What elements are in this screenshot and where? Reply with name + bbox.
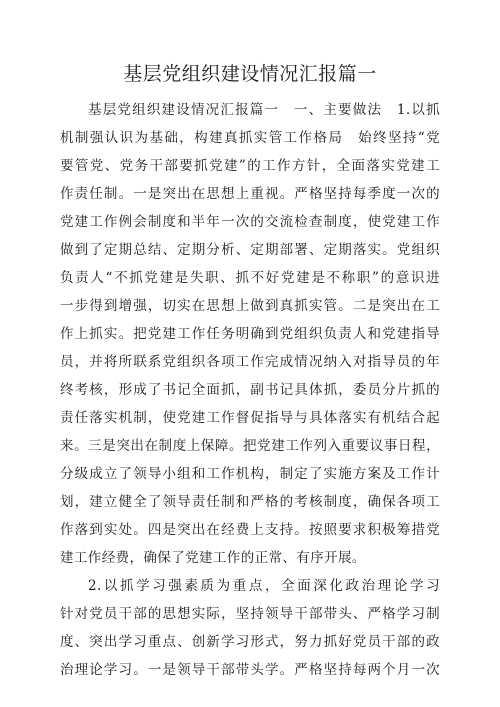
paragraph-line: 来。三是突出在制度上保障。把党建工作列入重要议事日程， [60,438,440,454]
paragraph-line: 针对党员干部的思想实际，坚持领导干部带头、严格学习制 [60,606,440,622]
paragraph-line: 做到了定期总结、定期分析、定期部署、定期落实。党组织 [60,242,440,258]
paragraph-line: 2.以抓学习强素质为重点，全面深化政治理论学习 [88,578,440,594]
paragraph-line: 作责任制。一是突出在思想上重视。严格坚持每季度一次的 [60,186,440,202]
paragraph-line: 员，并将所联系党组织各项工作完成情况纳入对指导员的年 [60,354,440,370]
paragraph-2 [60,572,440,684]
paragraph-line: 作上抓实。把党建工作任务明确到党组织负责人和党建指导 [60,326,440,342]
document-body [60,96,440,684]
paragraph-line: 基层党组织建设情况汇报篇一 一、主要做法 1.以抓 [88,102,440,118]
paragraph-line: 度、突出学习重点、创新学习形式，努力抓好党员干部的政 [60,634,440,650]
paragraph-line: 终考核，形成了书记全面抓，副书记具体抓，委员分片抓的 [60,382,440,398]
paragraph-line: 分级成立了领导小组和工作机构，制定了实施方案及工作计 [60,466,440,482]
paragraph-line: 党建工作例会制度和半年一次的交流检查制度，使党建工作 [60,214,440,230]
paragraph-line: 建工作经费，确保了党建工作的正常、有序开展。 [60,550,366,566]
paragraph-line: 责任落实机制，使党建工作督促指导与具体落实有机结合起 [60,410,440,426]
paragraph-1 [60,96,440,572]
paragraph-line: 作落到实处。四是突出在经费上支持。按照要求积极筹措党 [60,522,440,538]
paragraph-line: 一步得到增强，切实在思想上做到真抓实管。二是突出在工 [60,298,440,314]
paragraph-line: 要管党、党务干部要抓党建”的工作方针，全面落实党建工 [60,158,440,174]
paragraph-line: 划，建立健全了领导责任制和严格的考核制度，确保各项工 [60,494,440,510]
paragraph-line: 负责人“不抓党建是失职、抓不好党建是不称职”的意识进 [60,270,440,286]
document-title: 基层党组织建设情况汇报篇一 [123,63,377,85]
paragraph-line: 机制强认识为基础，构建真抓实管工作格局 始终坚持“党 [60,130,440,146]
paragraph-line: 治理论学习。一是领导干部带头学。严格坚持每两个月一次 [60,662,440,678]
